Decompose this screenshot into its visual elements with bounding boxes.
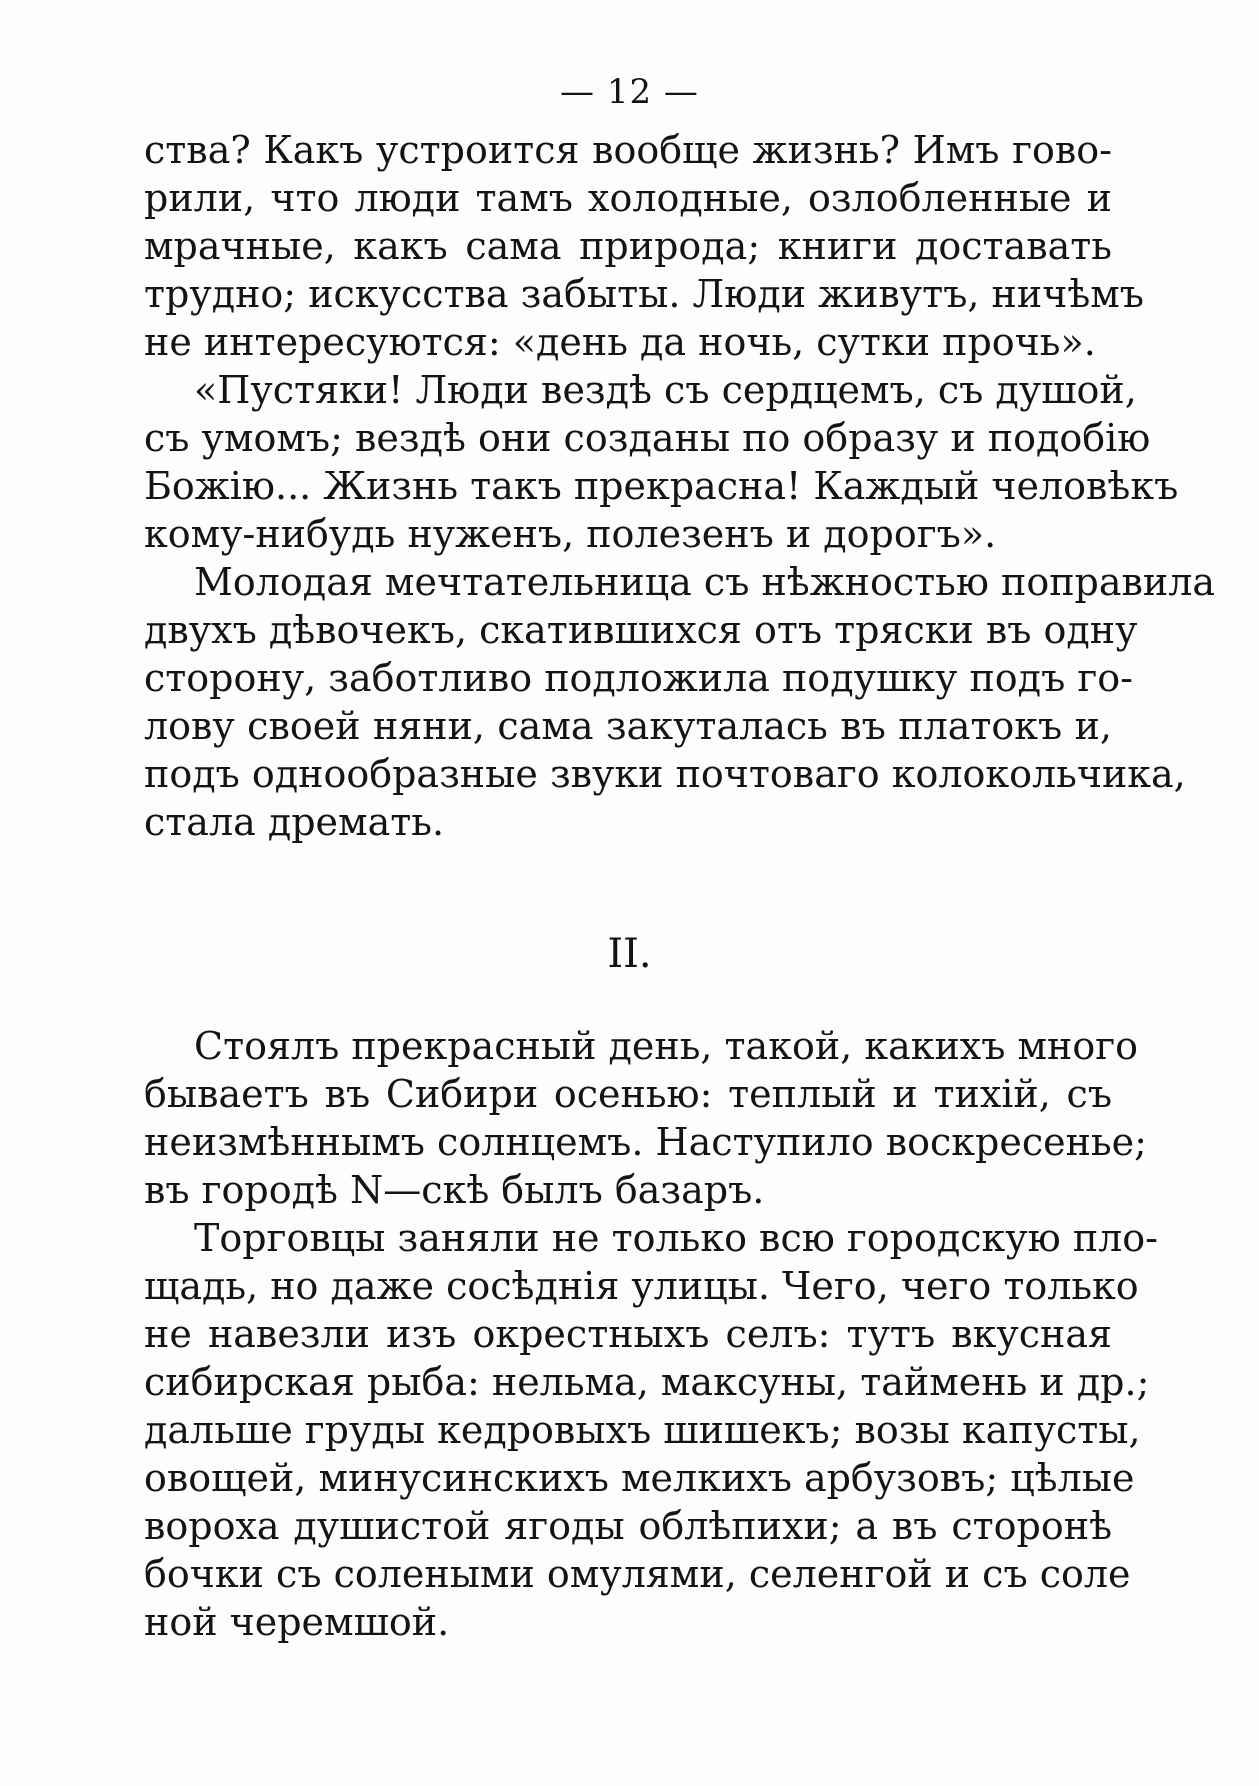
- text-line: рили, что люди тамъ холодные, озлобленные и: [144, 176, 1112, 220]
- text-line: бочки съ солеными омулями, селенгой и съ соле: [144, 1552, 1131, 1596]
- page-number: — 12 —: [560, 72, 699, 112]
- text-line: стала дремать.: [144, 800, 445, 844]
- text-line: Молодая мечтательница съ нѣжностью поправила: [194, 560, 1216, 604]
- text-line: кому-нибудь нуженъ, полезенъ и дорогъ».: [144, 512, 997, 556]
- text-line: двухъ дѣвочекъ, скатившихся отъ тряски въ одну: [144, 608, 1138, 652]
- section-heading: II.: [607, 931, 652, 977]
- text-line: ства? Какъ устроится вообще жизнь? Имъ гово-: [144, 128, 1112, 172]
- text-line: лову своей няни, сама закуталась въ платокъ и,: [144, 704, 1112, 748]
- text-block-top: [144, 126, 1216, 846]
- text-line: трудно; искусства забыты. Люди живутъ, ничѣмъ: [144, 272, 1144, 316]
- text-line: не интересуются: «день да ночь, сутки прочь».: [144, 320, 1096, 364]
- text-line: Божію... Жизнь такъ прекрасна! Каждый человѣкъ: [144, 464, 1179, 508]
- text-line: сторону, заботливо подложила подушку подъ го-: [144, 656, 1133, 700]
- text-line: подъ однообразные звуки почтоваго колокольчика,: [144, 752, 1186, 796]
- text-line: Торговцы заняли не только всю городскую пло-: [194, 1216, 1159, 1260]
- text-line: Стоялъ прекрасный день, такой, какихъ много: [194, 1024, 1139, 1068]
- text-line: сибирская рыба: нельма, максуны, таймень и др.;: [144, 1360, 1150, 1404]
- text-line: «Пустяки! Люди вездѣ съ сердцемъ, съ душой,: [194, 368, 1137, 412]
- text-line: бываетъ въ Сибири осенью: теплый и тихій, съ: [144, 1072, 1112, 1116]
- text-line: дальше груды кедровыхъ шишекъ; возы капусты,: [144, 1408, 1141, 1452]
- text-line: ной черемшой.: [144, 1600, 450, 1644]
- text-line: въ городѣ N—скѣ былъ базаръ.: [144, 1168, 765, 1212]
- text-line: овощей, минусинскихъ мелкихъ арбузовъ; цѣлые: [144, 1456, 1135, 1500]
- text-line: щадь, но даже сосѣднія улицы. Чего, чего только: [144, 1264, 1139, 1308]
- text-line: съ умомъ; вездѣ они созданы по образу и подобію: [144, 416, 1151, 460]
- text-block-bottom: [144, 1022, 1159, 1646]
- text-line: неизмѣннымъ солнцемъ. Наступило воскресенье;: [144, 1120, 1147, 1164]
- text-line: мрачные, какъ сама природа; книги доставать: [144, 224, 1112, 268]
- text-line: вороха душистой ягоды облѣпихи; а въ сторонѣ: [144, 1504, 1112, 1548]
- text-line: не навезли изъ окрестныхъ селъ: тутъ вкусная: [144, 1312, 1112, 1356]
